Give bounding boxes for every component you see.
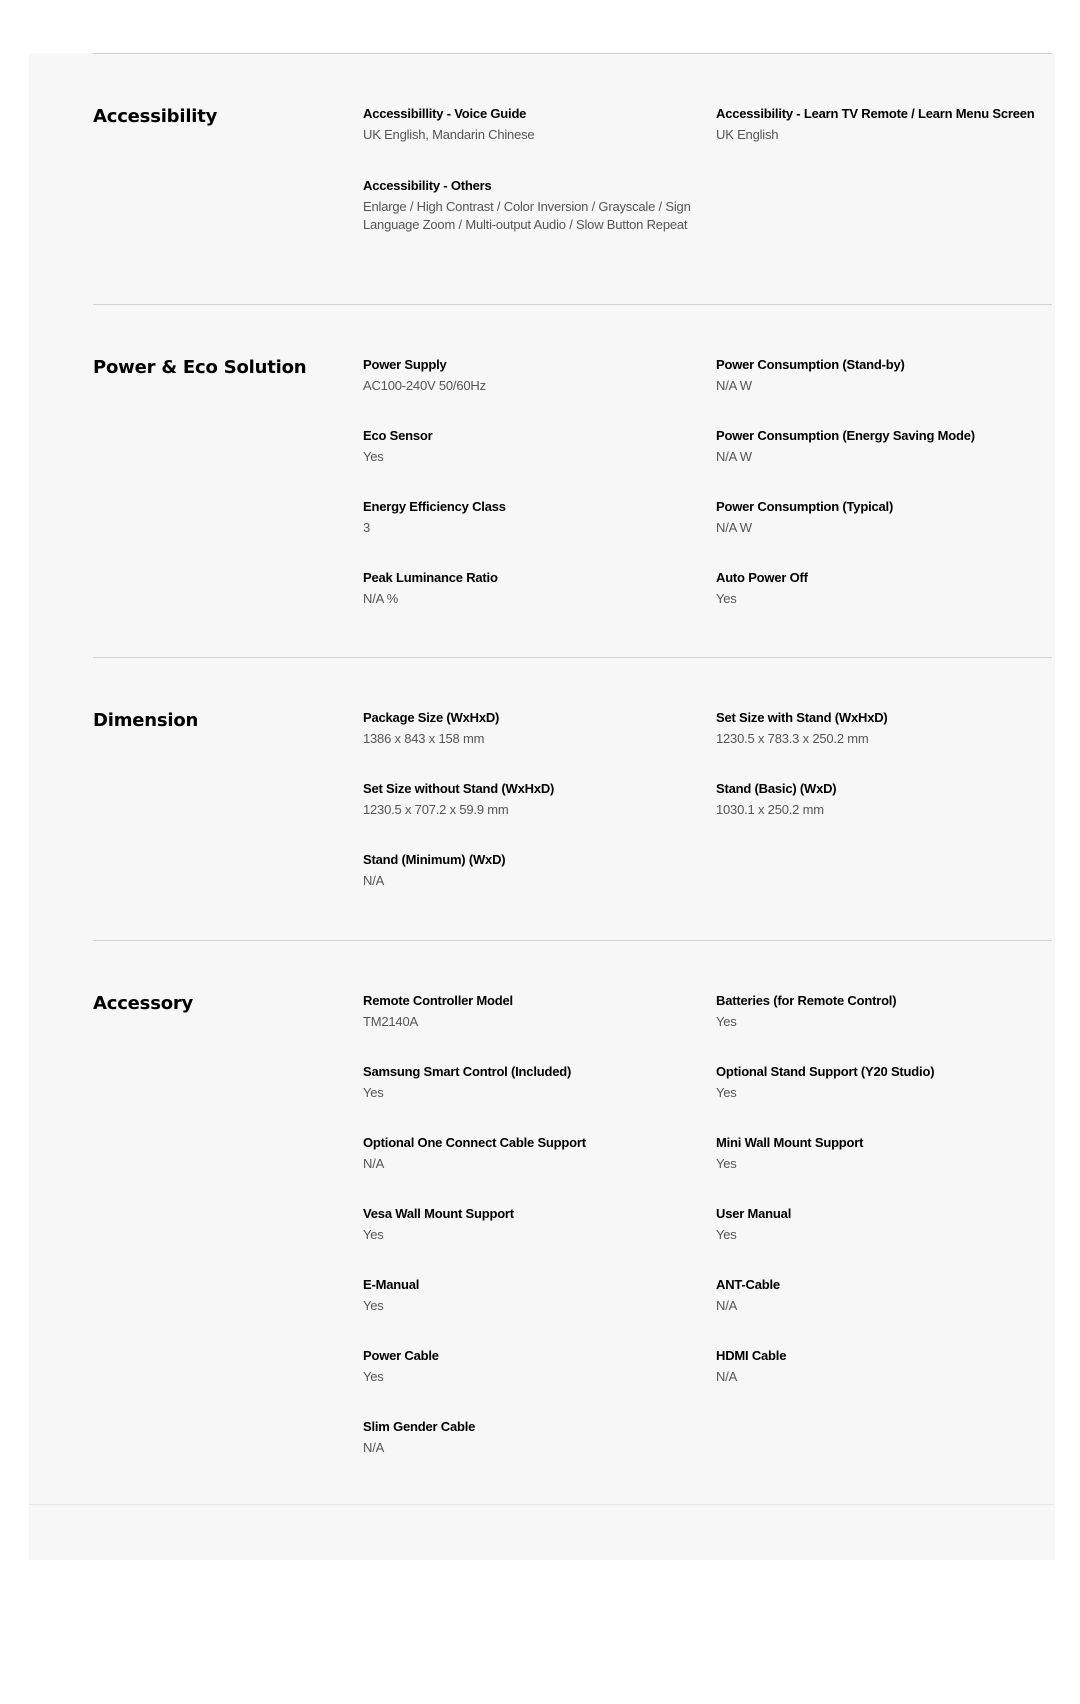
spec-value: TM2140A	[363, 1014, 418, 1029]
section-accessibility	[93, 53, 1052, 305]
spec-item	[716, 1135, 1056, 1173]
spec-label: HDMI Cable	[716, 1348, 787, 1363]
spec-label: Set Size with Stand (WxHxD)	[716, 710, 888, 725]
section-title: Accessory	[93, 993, 194, 1014]
spec-value: 1230.5 x 707.2 x 59.9 mm	[363, 802, 509, 817]
spec-label: Stand (Minimum) (WxD)	[363, 852, 506, 867]
spec-value: Yes	[716, 1085, 737, 1100]
spec-value: N/A	[716, 1298, 738, 1313]
spec-value: 1030.1 x 250.2 mm	[716, 802, 824, 817]
spec-item	[716, 570, 1056, 608]
spec-label: Slim Gender Cable	[363, 1419, 476, 1434]
spec-label: Power Consumption (Stand-by)	[716, 357, 905, 372]
spec-label: Power Supply	[363, 357, 447, 372]
spec-label: Remote Controller Model	[363, 993, 513, 1008]
spec-item	[363, 357, 703, 395]
spec-label: Auto Power Off	[716, 570, 808, 585]
spec-label: Eco Sensor	[363, 428, 433, 443]
spec-label: Batteries (for Remote Control)	[716, 993, 897, 1008]
spec-label: Optional Stand Support (Y20 Studio)	[716, 1064, 935, 1079]
spec-item	[363, 1277, 703, 1315]
spec-item	[363, 499, 703, 537]
spec-label: Power Consumption (Typical)	[716, 499, 894, 514]
section-title: Power & Eco Solution	[93, 357, 307, 378]
spec-label: Peak Luminance Ratio	[363, 570, 498, 585]
spec-value: Yes	[363, 1298, 384, 1313]
spec-label: Samsung Smart Control (Included)	[363, 1064, 572, 1079]
spec-value: Yes	[363, 1085, 384, 1100]
spec-value: 1386 x 843 x 158 mm	[363, 731, 485, 746]
spec-item	[363, 1206, 703, 1244]
spec-value: N/A W	[716, 449, 752, 464]
spec-item	[363, 570, 703, 608]
spec-item	[363, 1135, 703, 1173]
spec-item	[716, 428, 1056, 466]
spec-item	[716, 1206, 1056, 1244]
spec-item	[363, 710, 703, 748]
spec-item	[716, 781, 1056, 819]
spec-label: Vesa Wall Mount Support	[363, 1206, 514, 1221]
spec-value: N/A	[716, 1369, 738, 1384]
spec-value: N/A W	[716, 378, 752, 393]
spec-label: E-Manual	[363, 1277, 420, 1292]
spec-label: Accessibillity - Voice Guide	[363, 106, 527, 121]
spec-item	[716, 710, 1056, 748]
spec-value: AC100-240V 50/60Hz	[363, 378, 486, 393]
spec-item	[716, 1277, 1056, 1315]
spec-label: Stand (Basic) (WxD)	[716, 781, 837, 796]
spec-label: Accessibility - Others	[363, 178, 492, 193]
specs-panel	[29, 53, 1055, 1560]
spec-value: 3	[363, 520, 371, 535]
spec-item	[363, 852, 703, 890]
spec-value: 1230.5 x 783.3 x 250.2 mm	[716, 731, 869, 746]
spec-item	[716, 499, 1056, 537]
spec-item	[363, 1419, 703, 1457]
spec-label: ANT-Cable	[716, 1277, 780, 1292]
spec-value: Yes	[716, 1014, 737, 1029]
spec-item	[363, 1348, 703, 1386]
spec-label: Power Cable	[363, 1348, 439, 1363]
section-accessory	[93, 940, 1052, 1505]
bottom-divider	[29, 1504, 1055, 1505]
spec-value: N/A %	[363, 591, 399, 606]
spec-label: Set Size without Stand (WxHxD)	[363, 781, 555, 796]
section-title: Accessibility	[93, 106, 218, 127]
spec-label: Optional One Connect Cable Support	[363, 1135, 586, 1150]
spec-label: User Manual	[716, 1206, 792, 1221]
spec-label: Power Consumption (Energy Saving Mode)	[716, 428, 975, 443]
spec-label: Energy Efficiency Class	[363, 499, 506, 514]
spec-item	[363, 106, 703, 144]
spec-label: Mini Wall Mount Support	[716, 1135, 864, 1150]
spec-value: N/A W	[716, 520, 752, 535]
spec-value: Yes	[363, 449, 384, 464]
spec-value: Enlarge / High Contrast / Color Inversion / Grayscale / Sign Language Zoom / Multi-output Audio / Slow Button Repeat	[363, 199, 691, 232]
spec-label: Accessibility - Learn TV Remote / Learn Menu Screen	[716, 106, 1035, 121]
spec-value: Yes	[716, 591, 737, 606]
spec-item	[716, 993, 1056, 1031]
spec-value: Yes	[716, 1156, 737, 1171]
spec-label: Package Size (WxHxD)	[363, 710, 500, 725]
spec-item	[363, 993, 703, 1031]
spec-item	[363, 178, 703, 233]
spec-item	[363, 1064, 703, 1102]
spec-value: N/A	[363, 1156, 385, 1171]
spec-value: N/A	[363, 1440, 385, 1455]
spec-value: Yes	[363, 1369, 384, 1384]
spec-value: UK English	[716, 127, 779, 142]
section-title: Dimension	[93, 710, 199, 731]
spec-item	[716, 1064, 1056, 1102]
spec-value: N/A	[363, 873, 385, 888]
spec-value: Yes	[363, 1227, 384, 1242]
spec-item	[363, 781, 703, 819]
spec-value: Yes	[716, 1227, 737, 1242]
spec-item	[716, 106, 1056, 144]
spec-value: UK English, Mandarin Chinese	[363, 127, 535, 142]
spec-item	[716, 357, 1056, 395]
section-dimension	[93, 657, 1052, 941]
section-power-eco	[93, 304, 1052, 658]
spec-item	[363, 428, 703, 466]
spec-item	[716, 1348, 1056, 1386]
